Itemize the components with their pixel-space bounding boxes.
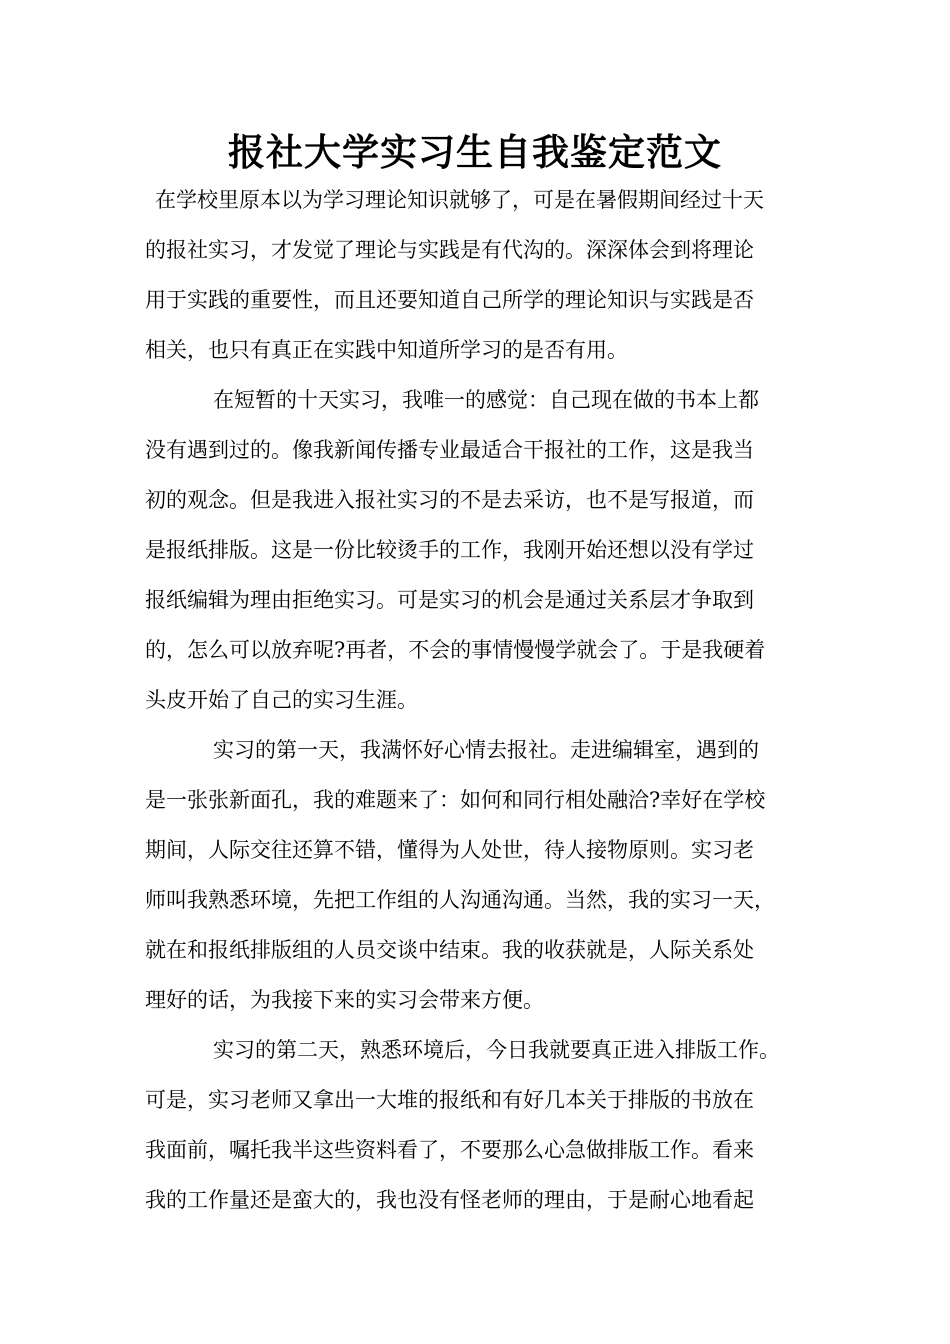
paragraph-1-line-1: 在学校里原本以为学习理论知识就够了，可是在暑假期间经过十天 — [155, 188, 764, 212]
paragraph-3-line-1: 实习的第一天，我满怀好心情去报社。走进编辑室，遇到的 — [213, 738, 759, 762]
paragraph-3-line-5: 就在和报纸排版组的人员交谈中结束。我的收获就是，人际关系处 — [145, 938, 754, 962]
paragraph-4-line-4: 我的工作量还是蛮大的，我也没有怪老师的理由，于是耐心地看起 — [145, 1188, 754, 1212]
paragraph-2-line-7: 头皮开始了自己的实习生涯。 — [145, 688, 418, 712]
paragraph-1-line-3: 用于实践的重要性，而且还要知道自己所学的理论知识与实践是否 — [145, 288, 754, 312]
paragraph-2-line-4: 是报纸排版。这是一份比较烫手的工作，我刚开始还想以没有学过 — [145, 538, 754, 562]
paragraph-1-line-4: 相关，也只有真正在实践中知道所学习的是否有用。 — [145, 338, 628, 362]
paragraph-1-line-2: 的报社实习，才发觉了理论与实践是有代沟的。深深体会到将理论 — [145, 238, 754, 262]
paragraph-2-line-6: 的，怎么可以放弃呢?再者，不会的事情慢慢学就会了。于是我硬着 — [145, 638, 766, 662]
paragraph-4-line-2: 可是，实习老师又拿出一大堆的报纸和有好几本关于排版的书放在 — [145, 1088, 754, 1112]
paragraph-2-line-1: 在短暂的十天实习，我唯一的感觉：自己现在做的书本上都 — [213, 388, 759, 412]
paragraph-3-line-3: 期间，人际交往还算不错，懂得为人处世，待人接物原则。实习老 — [145, 838, 754, 862]
paragraph-4-line-1: 实习的第二天，熟悉环境后，今日我就要真正进入排版工作。 — [213, 1038, 780, 1062]
paragraph-2-line-5: 报纸编辑为理由拒绝实习。可是实习的机会是通过关系层才争取到 — [145, 588, 754, 612]
document-title: 报社大学实习生自我鉴定范文 — [228, 131, 722, 174]
paragraph-3-line-2: 是一张张新面孔，我的难题来了：如何和同行相处融洽?幸好在学校 — [145, 788, 766, 812]
paragraph-2-line-2: 没有遇到过的。像我新闻传播专业最适合干报社的工作，这是我当 — [145, 438, 754, 462]
paragraph-3-line-4: 师叫我熟悉环境，先把工作组的人沟通沟通。当然，我的实习一天， — [145, 888, 775, 912]
paragraph-4-line-3: 我面前，嘱托我半这些资料看了，不要那么心急做排版工作。看来 — [145, 1138, 754, 1162]
paragraph-3-line-6: 理好的话，为我接下来的实习会带来方便。 — [145, 988, 544, 1012]
paragraph-2-line-3: 初的观念。但是我进入报社实习的不是去采访，也不是写报道，而 — [145, 488, 754, 512]
